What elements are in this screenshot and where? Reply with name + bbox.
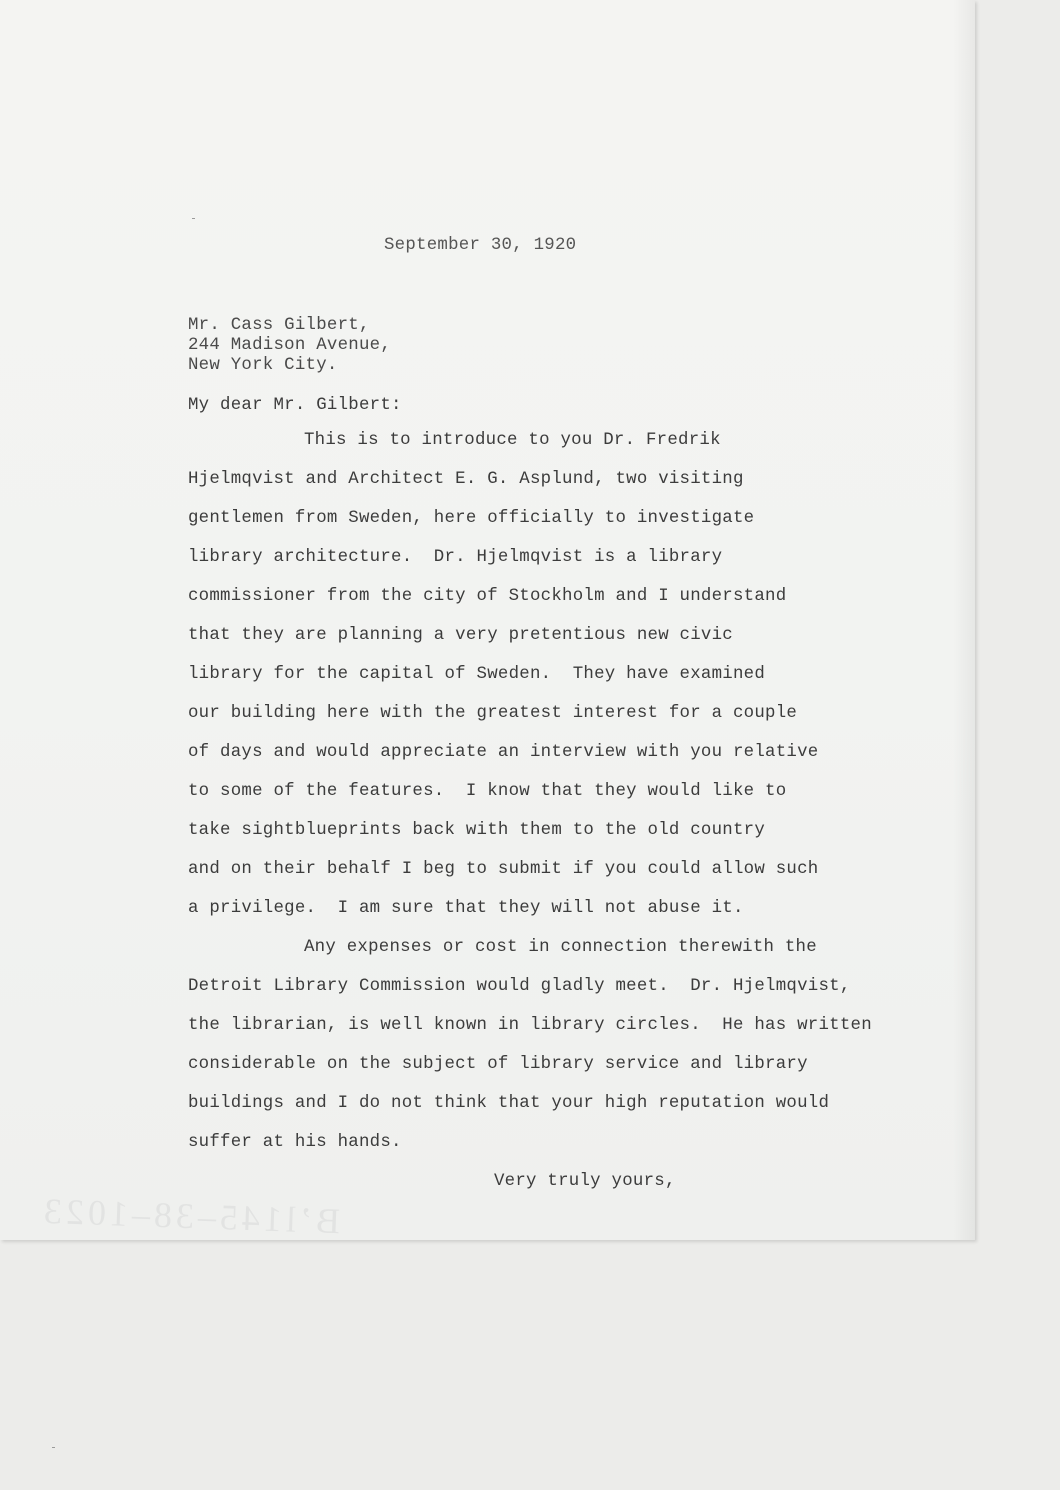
salutation: My dear Mr. Gilbert: [188,396,402,415]
background-speck [52,1447,55,1448]
bleed-through-number: B’l145–38–1023 [39,1190,341,1242]
paragraph-1-line: library for the capital of Sweden. They have examined [188,665,766,684]
paragraph-1-line: and on their behalf I beg to submit if you could allow such [188,860,819,879]
paragraph-1-line: a privilege. I am sure that they will not abuse it. [188,899,744,918]
paragraph-1-line: take sightblueprints back with them to the old country [188,821,766,840]
paragraph-1-line: of days and would appreciate an interview with you relative [188,743,819,762]
paragraph-2-line: Any expenses or cost in connection therewith the [304,938,817,957]
paragraph-2-line: the librarian, is well known in library circles. He has written [188,1016,872,1035]
closing: Very truly yours, [494,1172,676,1191]
paragraph-2-line: Detroit Library Commission would gladly meet. Dr. Hjelmqvist, [188,977,851,996]
paper-speck [192,218,195,219]
paragraph-1-line: to some of the features. I know that they would like to [188,782,787,801]
paragraph-1-line: commissioner from the city of Stockholm and I understand [188,587,787,606]
paragraph-1-line: our building here with the greatest interest for a couple [188,704,798,723]
paragraph-1-line: gentlemen from Sweden, here officially to investigate [188,509,755,528]
paragraph-2-line: considerable on the subject of library service and library [188,1055,808,1074]
address-line-name: Mr. Cass Gilbert, [188,316,370,335]
paragraph-2-line: buildings and I do not think that your high reputation would [188,1094,830,1113]
address-line-city: New York City. [188,356,338,375]
address-line-street: 244 Madison Avenue, [188,336,392,355]
paragraph-1-line: library architecture. Dr. Hjelmqvist is a library [188,548,723,567]
paragraph-2-line: suffer at his hands. [188,1133,402,1152]
paragraph-1-line: that they are planning a very pretentious new civic [188,626,733,645]
paragraph-1-line: Hjelmqvist and Architect E. G. Asplund, two visiting [188,470,744,489]
paragraph-1-line: This is to introduce to you Dr. Fredrik [304,431,721,450]
letter-date: September 30, 1920 [384,236,577,255]
